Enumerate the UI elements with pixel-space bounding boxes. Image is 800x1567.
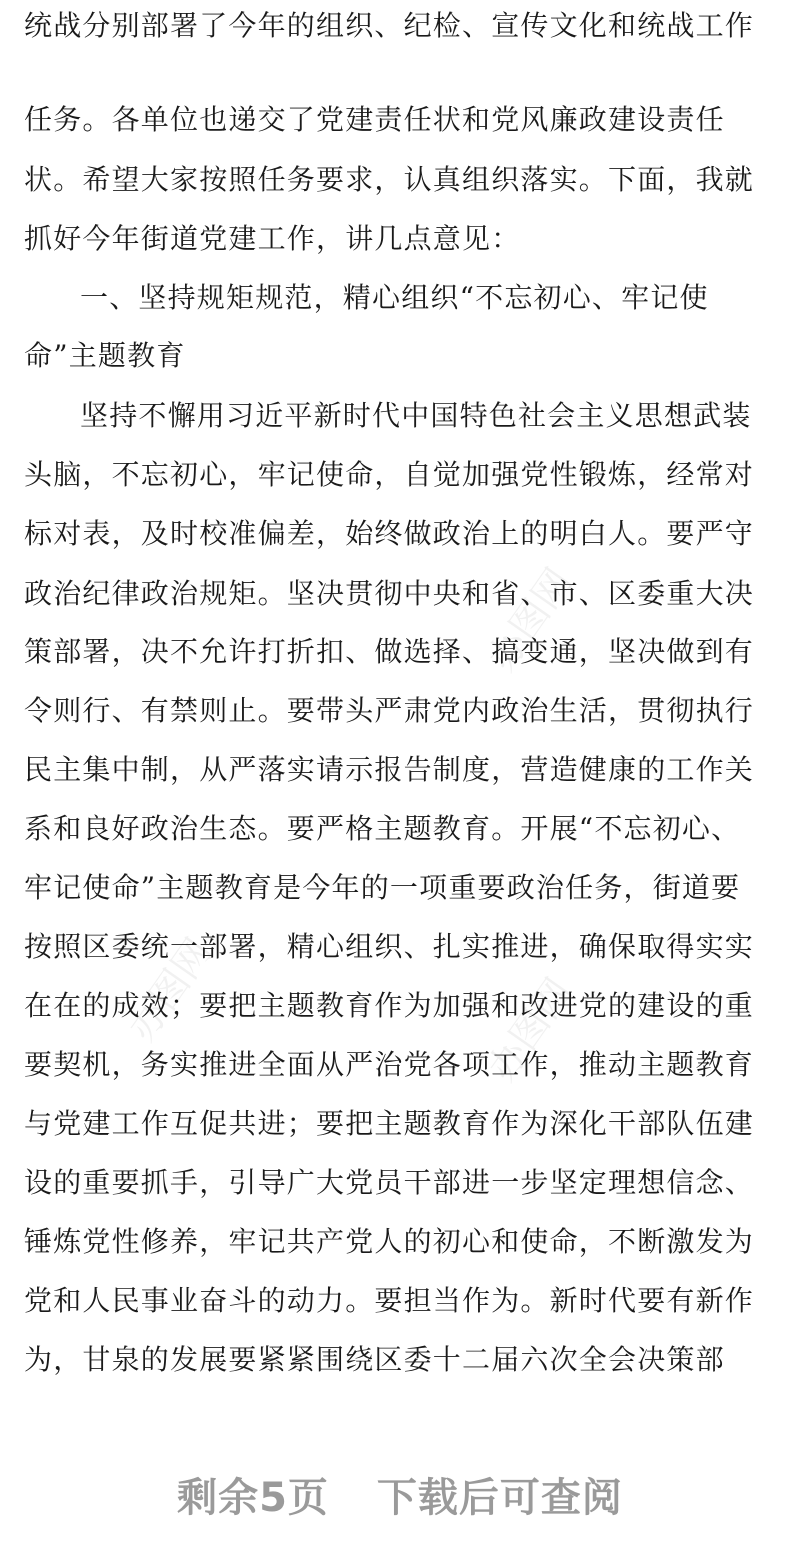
paragraph-line: 统战分别部署了今年的组织、纪检、宣传文化和统战工作 bbox=[24, 9, 755, 42]
paragraph-line: 与党建工作互促共进；要把主题教育作为深化干部队伍建 bbox=[24, 1107, 755, 1140]
paragraph-line: 为，甘泉的发展要紧紧围绕区委十二届六次全会决策部 bbox=[24, 1343, 725, 1376]
download-to-view-label: 下载后可查阅 bbox=[376, 1475, 623, 1521]
paragraph-line: 坚持不懈用习近平新时代中国特色社会主义思想武装 bbox=[80, 399, 752, 432]
paragraph-line: 状。希望大家按照任务要求，认真组织落实。下面，我就 bbox=[24, 163, 755, 196]
paragraph-line: 锤炼党性修养，牢记共产党人的初心和使命，不断激发为 bbox=[24, 1225, 755, 1258]
paragraph-line: 系和良好政治生态。要严格主题教育。开展“不忘初心、 bbox=[24, 812, 741, 845]
paragraph-line: 政治纪律政治规矩。坚决贯彻中央和省、市、区委重大决 bbox=[24, 577, 755, 610]
paragraph-line: 按照区委统一部署，精心组织、扎实推进，确保取得实实 bbox=[24, 930, 755, 963]
paragraph-line: 党和人民事业奋斗的动力。要担当作为。新时代要有新作 bbox=[24, 1284, 755, 1317]
paragraph-line: 民主集中制，从严落实请示报告制度，营造健康的工作关 bbox=[24, 753, 755, 786]
remaining-pages-label: 剩余5页 bbox=[177, 1475, 329, 1521]
paragraph-line: 抓好今年街道党建工作，讲几点意见： bbox=[24, 222, 521, 255]
paragraph-line: 要契机，务实推进全面从严治党各项工作，推动主题教育 bbox=[24, 1048, 755, 1081]
watermark: 办图网 bbox=[479, 970, 581, 1089]
paragraph-line: 在在的成效；要把主题教育作为加强和改进党的建设的重 bbox=[24, 989, 755, 1022]
paragraph-line: 令则行、有禁则止。要带头严肃党内政治生活，贯彻执行 bbox=[24, 694, 755, 727]
watermark: 办图网 bbox=[479, 560, 581, 679]
section-heading: 一、坚持规矩规范，精心组织“不忘初心、牢记使 bbox=[80, 281, 709, 314]
paragraph-line: 头脑，不忘初心，牢记使命，自觉加强党性锻炼，经常对 bbox=[24, 458, 755, 491]
paragraph-line: 策部署，决不允许打折扣、做选择、搞变通，坚决做到有 bbox=[24, 635, 755, 668]
download-prompt[interactable] bbox=[0, 1466, 800, 1523]
paragraph-line: 标对表，及时校准偏差，始终做政治上的明白人。要严守 bbox=[24, 517, 755, 550]
watermark: 办图网 bbox=[119, 930, 221, 1049]
paragraph-line: 任务。各单位也递交了党建责任状和党风廉政建设责任 bbox=[24, 103, 725, 136]
paragraph-line: 设的重要抓手，引导广大党员干部进一步坚定理想信念、 bbox=[24, 1166, 755, 1199]
paragraph-line: 牢记使命”主题教育是今年的一项重要政治任务，街道要 bbox=[24, 871, 741, 904]
section-heading: 命”主题教育 bbox=[24, 339, 186, 372]
